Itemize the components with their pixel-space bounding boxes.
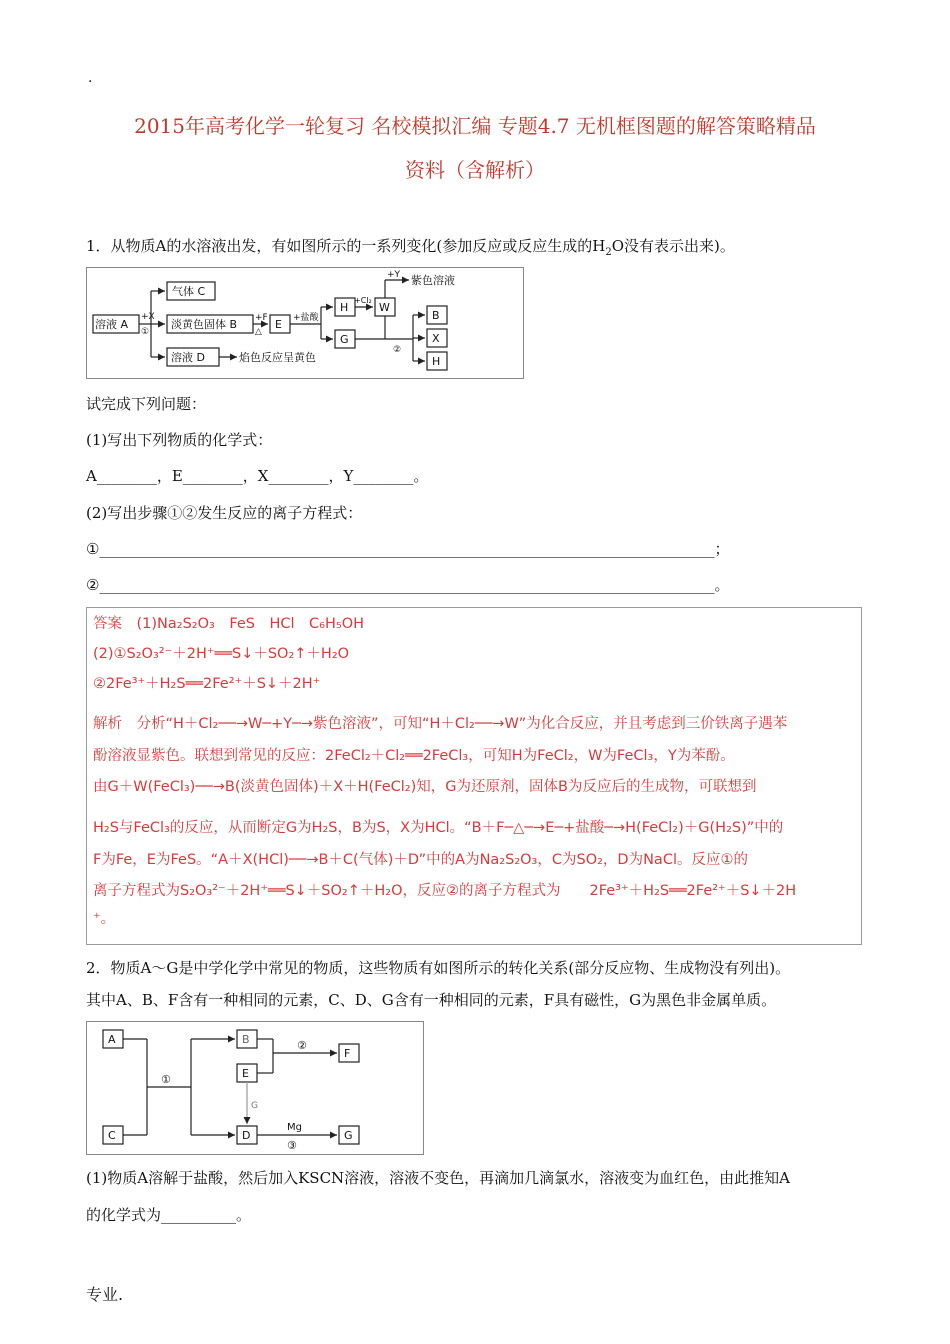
q1-prompt: 试完成下列问题： [86, 395, 207, 413]
q1-sub1: (1)写出下列物质的化学式： [86, 431, 273, 449]
page-footer: 专业. [86, 1285, 124, 1304]
label-step-3: ③ [287, 1139, 297, 1152]
label-mg: Mg [287, 1122, 302, 1133]
label-f: F [344, 1047, 351, 1060]
q1-stem: 1．从物质A的水溶液出发，有如图所示的一系列变化(参加反应或反应生成的$H_2O$没有表示出来)。 [86, 237, 735, 258]
page-mark: . [88, 70, 93, 86]
analysis-line: 酚溶液显紫色。联想到常见的反应：2FeCl₂＋Cl₂══2FeCl₃，可知H为FeCl₂，W为FeCl₃，Y为苯酚。 [93, 748, 735, 764]
label-e: E [275, 318, 282, 331]
page-title-line-1: 2015年高考化学一轮复习 名校模拟汇编 专题4.7 无机框图题的解答策略精品 [134, 114, 816, 138]
q2-stem-2: 其中A、B、F含有一种相同的元素，C、D、G含有一种相同的元素，F具有磁性，G为黑色非金属单质。 [86, 991, 777, 1009]
label-g-box: G [344, 1129, 353, 1142]
analysis-line: F为Fe，E为FeS。“A＋X(HCl)──→B＋C(气体)＋D”中的A为Na₂S₂O₃，C为SO₂，D为NaCl。反应①的 [93, 852, 748, 868]
label-step-1: ① [161, 1073, 171, 1086]
label-c: C [108, 1129, 116, 1142]
q1-sub2: (2)写出步骤①②发生反应的离子方程式： [86, 504, 363, 522]
label-gas-c: 气体 C [172, 285, 206, 298]
answer-line: 答案 (1)Na₂S₂O₃ FeS HCl C₆H₅OH [93, 616, 365, 632]
label-w: W [379, 301, 390, 314]
label-cl2: +Cl₂ [354, 296, 372, 305]
answer-line: (2)①S₂O₃²⁻＋2H⁺══S↓＋SO₂↑＋H₂O [93, 646, 350, 662]
label-g-arrow: G [251, 1101, 258, 1111]
q1-diagram-svg [87, 268, 523, 378]
label-plus-f: +F [255, 313, 268, 323]
label-purple: 紫色溶液 [411, 274, 455, 287]
label-e: E [242, 1067, 249, 1080]
q2-diagram-svg [87, 1022, 423, 1154]
label-g: G [340, 333, 349, 346]
q2-sub1-line-2: 的化学式为__________。 [86, 1206, 252, 1224]
analysis-line: 离子方程式为S₂O₃²⁻＋2H⁺══S↓＋SO₂↑＋H₂O，反应②的离子方程式为 2Fe³⁺＋H₂S══2Fe²⁺＋S↓＋2H [93, 883, 797, 899]
label-out-b: B [432, 309, 440, 322]
label-plus-y: +Y [387, 270, 401, 280]
label-a: A [108, 1033, 116, 1046]
q1-blanks: A________，E________，X________，Y________。 [86, 467, 429, 485]
analysis-line: H₂S与FeCl₃的反应，从而断定G为H₂S，B为S，X为HCl。“B＋F─△─→E─+盐酸─→H(FeCl₂)＋G(H₂S)”中的 [93, 820, 784, 836]
label-out-h: H [432, 355, 441, 368]
label-step-2: ② [393, 345, 402, 355]
answer-box [86, 607, 862, 945]
label-flame: 焰色反应呈黄色 [239, 351, 316, 364]
analysis-line: ⁺。 [93, 911, 116, 927]
label-solid-b: 淡黄色固体 B [171, 318, 238, 331]
label-out-x: X [432, 332, 440, 345]
label-heat: △ [255, 327, 262, 337]
label-b: B [242, 1033, 250, 1046]
q1-flow-diagram [86, 267, 524, 379]
label-solution-a: 溶液 A [95, 318, 129, 331]
label-plus-x: +X [141, 312, 155, 322]
label-step-2: ② [297, 1039, 307, 1052]
analysis-line: 由G＋W(FeCl₃)──→B(淡黄色固体)＋X＋H(FeCl₂)知，G为还原剂，固体B为反应后的生成物，可联想到 [93, 779, 757, 795]
q2-stem-1: 2．物质A～G是中学化学中常见的物质，这些物质有如图所示的转化关系(部分反应物、生成物没有列出)。 [86, 959, 791, 977]
q2-flow-diagram [86, 1021, 424, 1155]
label-h: H [340, 301, 349, 314]
answer-line: ②2Fe³⁺＋H₂S══2Fe²⁺＋S↓＋2H⁺ [93, 676, 321, 692]
q2-sub1-line-1: (1)物质A溶解于盐酸，然后加入KSCN溶液，溶液不变色，再滴加几滴氯水，溶液变为血红色，由此推知A [86, 1169, 791, 1187]
q1-answer-line-2: ②__________________________________________________________________________________。 [86, 576, 730, 594]
page-title-line-2: 资料（含解析） [405, 158, 545, 182]
analysis-line: 解析 分析“H＋Cl₂──→W─+Y─→紫色溶液”，可知“H＋Cl₂──→W”为化合反应，并且考虑到三价铁离子遇苯 [93, 716, 788, 732]
q1-answer-line-1: ①__________________________________________________________________________________； [86, 540, 730, 558]
label-hcl: +盐酸 [293, 313, 319, 323]
label-step-1: ① [141, 327, 150, 337]
label-solution-d: 溶液 D [171, 351, 205, 364]
label-d: D [242, 1129, 251, 1142]
